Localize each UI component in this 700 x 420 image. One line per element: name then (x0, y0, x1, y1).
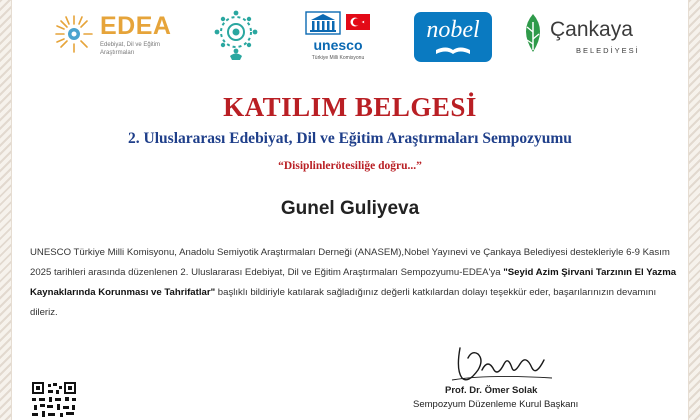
certificate-title: KATILIM BELGESİ (223, 92, 477, 122)
wheel-ornament-icon (212, 10, 260, 62)
unesco-temple-and-flag-icon (300, 10, 376, 36)
cankaya-leaf-icon (518, 12, 548, 58)
nobel-name: nobel (426, 17, 480, 43)
edea-logo (52, 10, 187, 62)
signatory-title: Sempozyum Düzenleme Kurul Başkanı (413, 399, 579, 410)
body-text-part1: UNESCO Türkiye Milli Komisyonu, Anadolu Semiyotik Araştırmaları Derneği (ANASEM),Nobel Yayınevi ve Çankaya Belediyesi destekleriyle 6-9 Kasım 2025 tarihleri arasında düzenlenen 2. Uluslararası Edebiyat, Dil ve Eğitim Araştırmaları Sempozyumu-EDEA'ya (30, 247, 670, 278)
nobel-logo (414, 12, 492, 62)
paper-title: "Seyid Azim Şirvani Tarzının El Yazma Kaynaklarında Korunması ve Tahrifatlar" (30, 267, 677, 298)
symposium-name: 2. Uluslararası Edebiyat, Dil ve Eğitim Araştırmaları Sempozyumu (128, 130, 572, 147)
edea-sunburst-icon (52, 12, 96, 56)
ornamental-wheel-logo (212, 10, 260, 62)
nobel-book-icon (414, 12, 492, 62)
edea-subtitle: Edebiyat, Dil ve Eğitim Araştırmaları (100, 42, 161, 56)
recipient-name: Gunel Guliyeva (280, 198, 420, 219)
symposium-motto: “Disiplinlerötesiliğe doğru...” (278, 160, 422, 172)
edea-name: EDEA (100, 12, 172, 40)
handwritten-signature (448, 340, 558, 390)
cankaya-logo (518, 12, 648, 62)
signatory-name: Prof. Dr. Ömer Solak (445, 385, 538, 396)
certificate-body-text (30, 243, 682, 323)
qr-code (30, 380, 78, 420)
cankaya-subtitle: BELEDİYESİ (576, 46, 640, 55)
cankaya-name: Çankaya (550, 18, 633, 41)
unesco-subtitle: Türkiye Milli Komisyonu (311, 55, 365, 61)
unesco-name: unesco (313, 37, 363, 53)
unesco-logo (300, 10, 380, 64)
body-text-part2: başlıklı bildiriyle katılarak sağladığınız değerli katkılardan dolayı teşekkür eder, başarılarınızın devamını dileriz. (30, 287, 657, 318)
